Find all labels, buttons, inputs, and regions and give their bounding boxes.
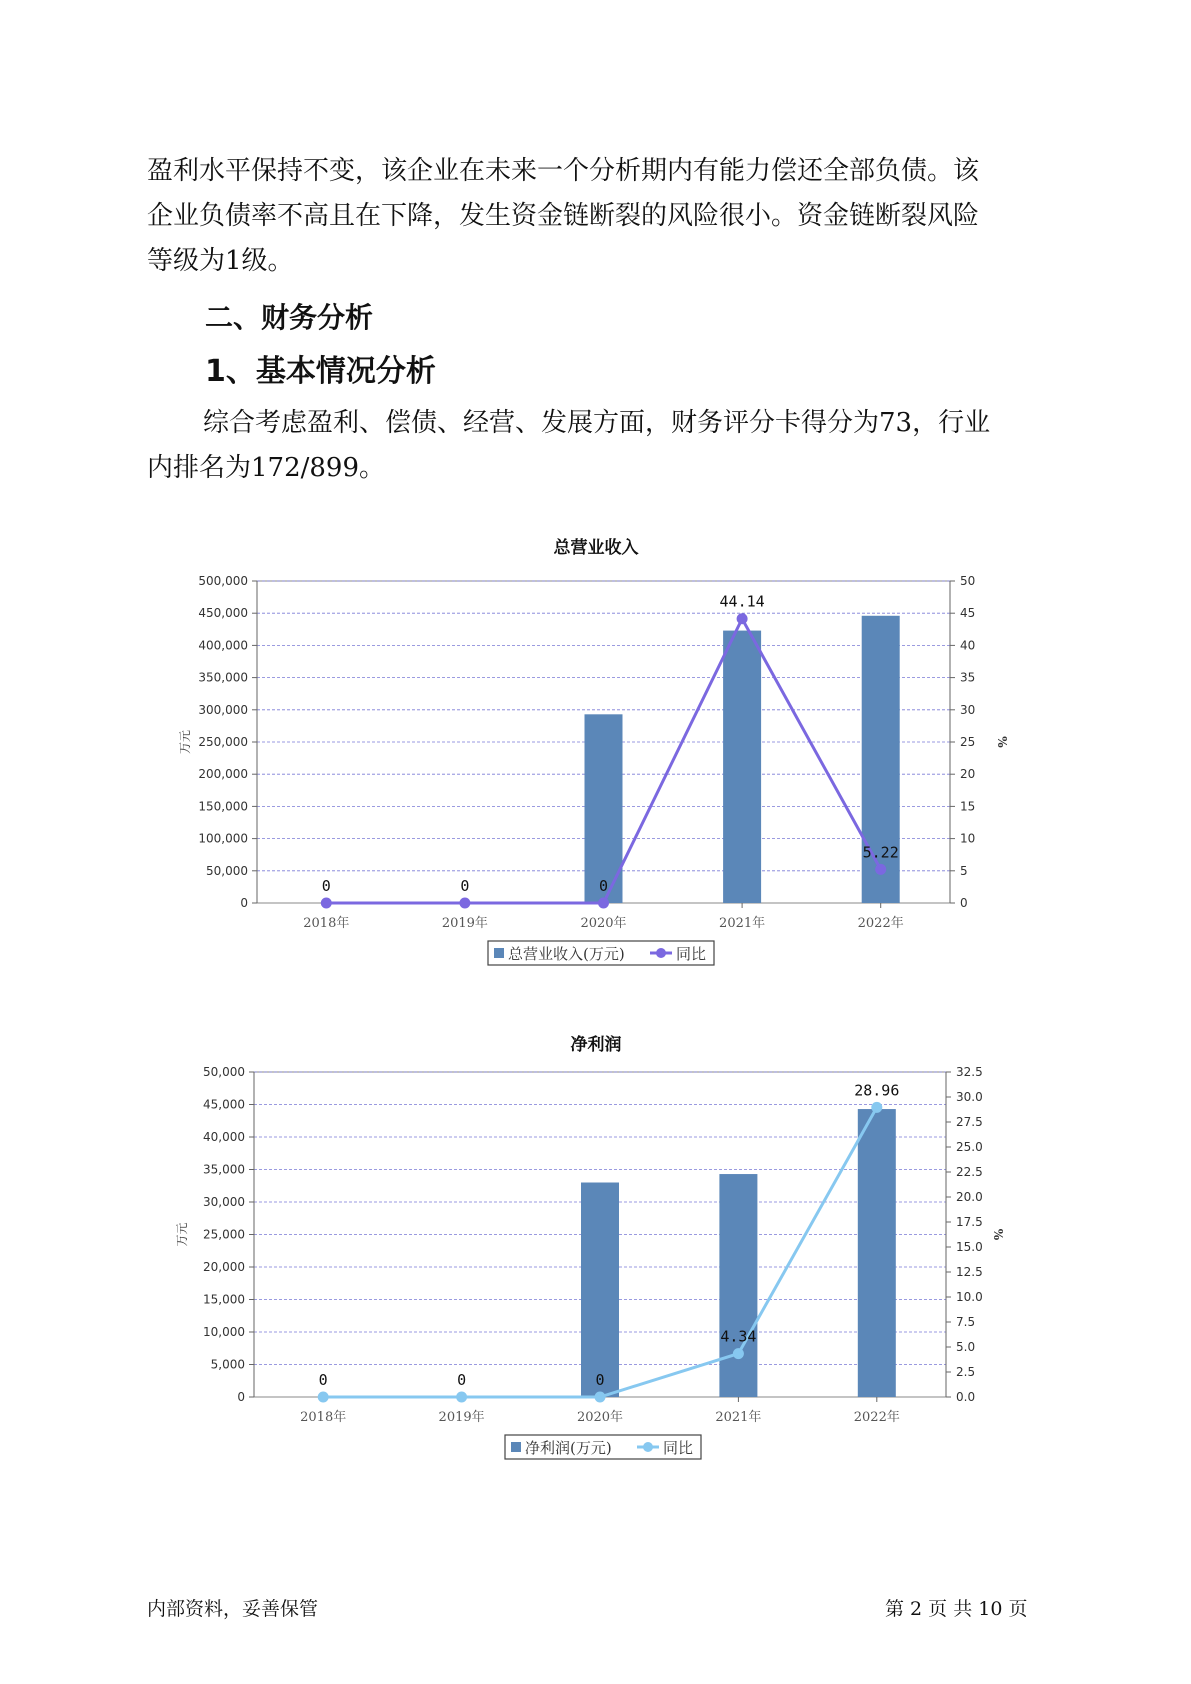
yoy-data-label: 0 — [321, 877, 331, 895]
left-axis-unit: 万元 — [178, 729, 192, 755]
right-axis-tick-label: 0.0 — [956, 1390, 976, 1404]
footer-page-number: 第 2 页 共 10 页 — [885, 1598, 1028, 1620]
yoy-point — [318, 1392, 329, 1403]
right-axis-tick-label: 40 — [960, 638, 976, 653]
yoy-point — [733, 1348, 744, 1359]
left-axis-tick-label: 450,000 — [198, 606, 248, 621]
right-axis-tick-label: 10.0 — [956, 1290, 983, 1304]
right-axis-tick-label: 17.5 — [956, 1215, 983, 1229]
footer-confidential-note: 内部资料，妥善保管 — [147, 1598, 319, 1620]
summary-paragraph — [147, 401, 1045, 491]
left-axis-tick-label: 0 — [237, 1390, 245, 1404]
right-axis-tick-label: 7.5 — [956, 1315, 976, 1329]
left-axis-tick-label: 0 — [240, 896, 248, 910]
right-axis-tick-label: 25.0 — [956, 1140, 983, 1154]
left-axis-tick-label: 45,000 — [203, 1097, 245, 1112]
legend-bar-label: 净利润(万元) — [525, 1439, 612, 1457]
yoy-point — [875, 864, 886, 875]
x-axis-tick-label: 2022年 — [857, 916, 904, 931]
yoy-data-label: 44.14 — [719, 592, 765, 611]
left-axis-tick-label: 30,000 — [203, 1195, 245, 1209]
bar-2022年 — [858, 1109, 896, 1397]
revenue-chart — [0, 555, 1191, 975]
bar-2020年 — [581, 1183, 619, 1398]
intro-line-2: 企业负债率不高且在下降，发生资金链断裂的风险很小。资金链断裂风险 — [147, 201, 980, 231]
left-axis-tick-label: 40,000 — [203, 1130, 245, 1144]
yoy-point — [456, 1392, 467, 1403]
yoy-data-label: 0 — [598, 877, 609, 895]
right-axis-unit: % — [991, 1228, 1005, 1241]
left-axis-tick-label: 25,000 — [203, 1227, 245, 1242]
right-axis-tick-label: 15 — [960, 799, 976, 814]
intro-line-3: 等级为1级。 — [147, 246, 294, 276]
right-axis-tick-label: 15.0 — [956, 1240, 983, 1254]
left-axis-tick-label: 50,000 — [206, 863, 248, 878]
left-axis-tick-label: 400,000 — [198, 638, 248, 653]
right-axis-tick-label: 25 — [960, 735, 976, 749]
left-axis-tick-label: 250,000 — [198, 735, 248, 749]
x-axis-tick-label: 2022年 — [853, 1410, 900, 1425]
summary-line-1: 综合考虑盈利、偿债、经营、发展方面，财务评分卡得分为73，行业 — [203, 408, 991, 438]
left-axis-tick-label: 5,000 — [210, 1357, 245, 1372]
right-axis-tick-label: 32.5 — [956, 1065, 983, 1079]
x-axis-tick-label: 2020年 — [576, 1410, 624, 1425]
left-axis-tick-label: 50,000 — [203, 1065, 245, 1079]
revenue-chart-title: 总营业收入 — [553, 538, 639, 558]
legend-line-label: 同比 — [663, 1439, 694, 1457]
left-axis-tick-label: 100,000 — [198, 831, 248, 846]
right-axis-tick-label: 45 — [960, 606, 976, 621]
left-axis-tick-label: 200,000 — [198, 767, 248, 782]
right-axis-tick-label: 5 — [960, 863, 968, 878]
yoy-point — [598, 898, 609, 909]
x-axis-tick-label: 2019年 — [438, 1410, 485, 1425]
yoy-point — [459, 898, 470, 909]
x-axis-tick-label: 2021年 — [715, 1410, 762, 1425]
left-axis-tick-label: 150,000 — [198, 799, 248, 814]
right-axis-tick-label: 12.5 — [956, 1265, 983, 1279]
profit-chart — [0, 1052, 1191, 1472]
x-axis-tick-label: 2019年 — [441, 916, 488, 931]
legend-bar-label: 总营业收入(万元) — [508, 945, 625, 963]
left-axis-unit: 万元 — [175, 1222, 189, 1247]
right-axis-tick-label: 2.5 — [956, 1365, 976, 1379]
left-axis-tick-label: 15,000 — [203, 1292, 245, 1307]
right-axis-tick-label: 30.0 — [956, 1090, 983, 1104]
x-axis-tick-label: 2018年 — [303, 916, 350, 931]
x-axis-tick-label: 2018年 — [300, 1410, 347, 1425]
yoy-data-label: 5.22 — [862, 843, 899, 862]
yoy-data-label: 0 — [595, 1371, 605, 1389]
yoy-data-label: 4.34 — [720, 1327, 757, 1346]
yoy-data-label: 0 — [318, 1371, 328, 1389]
yoy-data-label: 28.96 — [854, 1081, 900, 1100]
intro-line-1: 盈利水平保持不变，该企业在未来一个分析期内有能力偿还全部负债。该 — [147, 156, 980, 186]
right-axis-tick-label: 10 — [960, 831, 976, 846]
left-axis-tick-label: 35,000 — [203, 1162, 245, 1177]
right-axis-tick-label: 5.0 — [956, 1340, 976, 1354]
bar-2021年 — [719, 1174, 757, 1397]
right-axis-tick-label: 50 — [960, 574, 976, 588]
right-axis-tick-label: 35 — [960, 670, 976, 685]
right-axis-tick-label: 22.5 — [956, 1165, 983, 1179]
x-axis-tick-label: 2021年 — [719, 916, 766, 931]
yoy-data-label: 0 — [460, 877, 470, 895]
right-axis-tick-label: 20.0 — [956, 1190, 983, 1204]
legend-line-marker — [643, 1442, 653, 1452]
x-axis-tick-label: 2020年 — [580, 916, 627, 931]
yoy-data-label: 0 — [457, 1371, 467, 1389]
intro-paragraph — [147, 149, 1045, 284]
yoy-point — [595, 1392, 606, 1403]
left-axis-tick-label: 300,000 — [198, 702, 248, 717]
summary-line-2: 内排名为172/899。 — [147, 453, 386, 483]
right-axis-tick-label: 30 — [960, 702, 976, 717]
yoy-point — [737, 613, 748, 624]
right-axis-tick-label: 27.5 — [956, 1115, 983, 1129]
legend-bar-swatch — [511, 1442, 521, 1452]
legend-line-marker — [656, 948, 666, 958]
left-axis-tick-label: 500,000 — [198, 574, 248, 588]
yoy-point — [321, 898, 332, 909]
right-axis-unit: % — [995, 736, 1009, 748]
subsection-heading: 1、基本情况分析 — [205, 354, 436, 389]
legend-line-label: 同比 — [676, 945, 707, 963]
yoy-point — [871, 1102, 882, 1113]
bar-2021年 — [723, 631, 761, 903]
left-axis-tick-label: 10,000 — [203, 1325, 245, 1339]
legend-bar-swatch — [494, 948, 504, 958]
right-axis-tick-label: 20 — [960, 767, 976, 782]
left-axis-tick-label: 20,000 — [203, 1260, 245, 1274]
profit-chart-title: 净利润 — [570, 1035, 622, 1055]
section-heading: 二、财务分析 — [205, 301, 374, 334]
left-axis-tick-label: 350,000 — [198, 670, 248, 685]
right-axis-tick-label: 0 — [960, 896, 968, 910]
